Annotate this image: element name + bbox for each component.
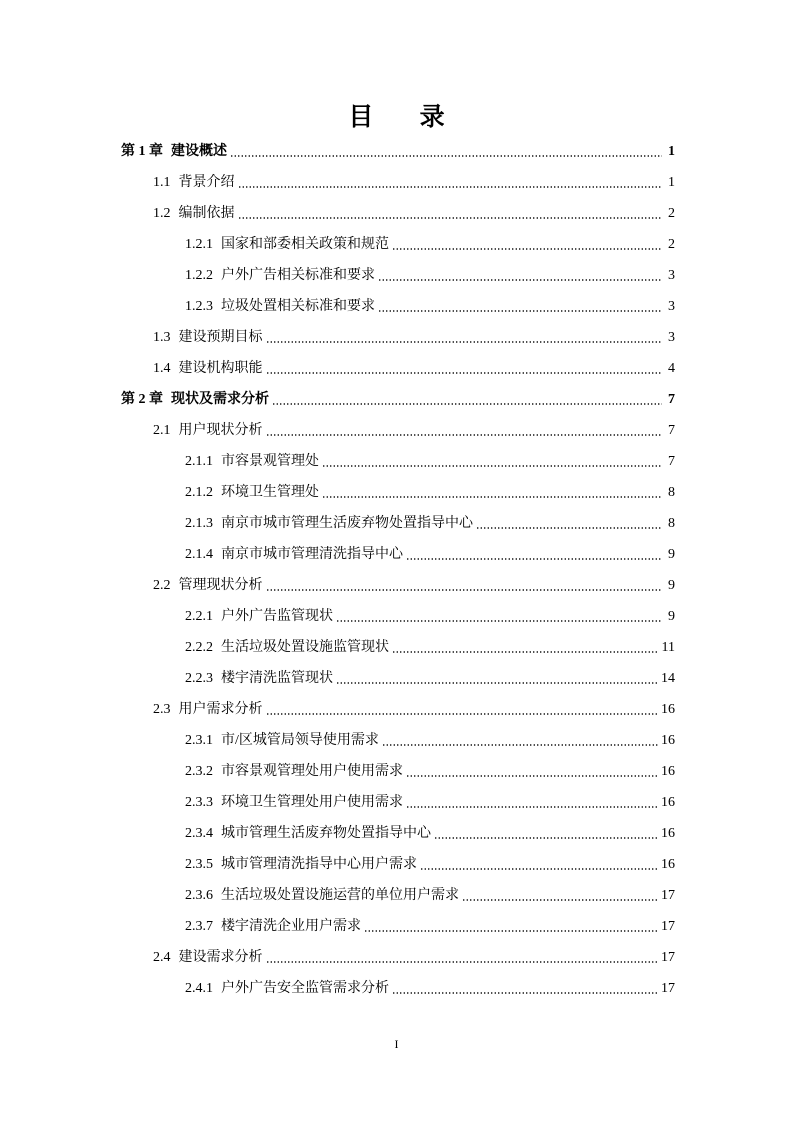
toc-entry-number: 第 1 章 (121, 144, 163, 159)
toc-entry-title: 城市管理清洗指导中心用户需求 (221, 857, 417, 872)
toc-dot-leader (266, 713, 659, 715)
toc-dot-leader (230, 155, 662, 157)
toc-entry-number: 2.1.4 (185, 547, 213, 562)
toc-entry-level-3[interactable] (185, 446, 675, 477)
toc-entry-level-2[interactable] (153, 353, 675, 384)
toc-dot-leader (322, 496, 662, 498)
toc-entry-title: 楼宇清洗监管现状 (221, 671, 333, 686)
toc-entry-number: 1.3 (153, 330, 171, 345)
toc-entry-number: 1.2.3 (185, 299, 213, 314)
toc-entry-level-2[interactable] (153, 942, 675, 973)
toc-dot-leader (266, 434, 663, 436)
toc-entry-level-2[interactable] (153, 415, 675, 446)
toc-dot-leader (462, 899, 658, 901)
toc-entry-level-2[interactable] (153, 322, 675, 353)
toc-entry-level-3[interactable] (185, 291, 675, 322)
toc-entry-number: 2.3.1 (185, 733, 213, 748)
toc-entry-page-number: 16 (661, 795, 675, 810)
toc-entry-number: 1.2 (153, 206, 171, 221)
toc-entry-page-number: 9 (668, 547, 675, 562)
toc-entry-title: 现状及需求分析 (171, 392, 269, 407)
toc-entry-title: 市容景观管理处用户使用需求 (221, 764, 403, 779)
toc-entry-number: 2.3.2 (185, 764, 213, 779)
toc-entry-number: 2.3.5 (185, 857, 213, 872)
toc-entry-page-number: 17 (661, 919, 675, 934)
toc-entry-level-3[interactable] (185, 229, 675, 260)
toc-entry-level-3[interactable] (185, 973, 675, 1004)
toc-entry-page-number: 16 (661, 733, 675, 748)
toc-dot-leader (238, 186, 663, 188)
toc-entry-title: 环境卫生管理处用户使用需求 (221, 795, 403, 810)
toc-entry-level-2[interactable] (153, 198, 675, 229)
toc-entry-title: 南京市城市管理清洗指导中心 (221, 547, 403, 562)
toc-dot-leader (378, 279, 662, 281)
toc-entry-page-number: 16 (661, 857, 675, 872)
toc-entry-page-number: 1 (668, 144, 675, 159)
toc-entry-title: 户外广告安全监管需求分析 (221, 981, 389, 996)
toc-entry-page-number: 9 (668, 578, 675, 593)
toc-entry-title: 市容景观管理处 (221, 454, 319, 469)
toc-entry-number: 1.1 (153, 175, 171, 190)
toc-entry-page-number: 3 (668, 330, 675, 345)
toc-entry-title: 户外广告监管现状 (221, 609, 333, 624)
toc-dot-leader (266, 589, 663, 591)
toc-entry-title: 国家和部委相关政策和规范 (221, 237, 389, 252)
toc-entry-page-number: 7 (668, 423, 675, 438)
toc-entry-number: 1.2.1 (185, 237, 213, 252)
toc-entry-title: 环境卫生管理处 (221, 485, 319, 500)
toc-dot-leader (266, 341, 663, 343)
toc-entry-page-number: 9 (668, 609, 675, 624)
toc-entry-number: 2.4 (153, 950, 171, 965)
toc-entry-number: 2.2.3 (185, 671, 213, 686)
toc-entry-level-3[interactable] (185, 601, 675, 632)
toc-entry-title: 用户现状分析 (178, 423, 263, 438)
toc-entry-page-number: 8 (668, 516, 675, 531)
toc-entry-level-3[interactable] (185, 632, 675, 663)
toc-entry-title: 楼宇清洗企业用户需求 (221, 919, 361, 934)
toc-entry-level-3[interactable] (185, 818, 675, 849)
toc-entry-title: 管理现状分析 (178, 578, 263, 593)
toc-entry-page-number: 2 (668, 206, 675, 221)
toc-entry-number: 第 2 章 (121, 392, 163, 407)
toc-dot-leader (378, 310, 662, 312)
toc-dot-leader (272, 403, 662, 405)
toc-entry-page-number: 16 (661, 702, 675, 717)
toc-entry-number: 2.1.1 (185, 454, 213, 469)
toc-dot-leader (392, 992, 658, 994)
page-title: 目 录 (348, 104, 465, 131)
toc-entry-title: 市/区城管局领导使用需求 (221, 733, 379, 748)
toc-dot-leader (266, 961, 659, 963)
toc-entry-level-3[interactable] (185, 477, 675, 508)
toc-entry-page-number: 11 (661, 640, 675, 655)
toc-dot-leader (476, 527, 662, 529)
toc-entry-level-2[interactable] (153, 167, 675, 198)
toc-entry-page-number: 16 (661, 826, 675, 841)
toc-dot-leader (364, 930, 658, 932)
toc-entry-number: 2.4.1 (185, 981, 213, 996)
toc-entry-number: 1.2.2 (185, 268, 213, 283)
toc-entry-level-3[interactable] (185, 787, 675, 818)
toc-entry-page-number: 3 (668, 268, 675, 283)
toc-entry-number: 2.3 (153, 702, 171, 717)
toc-entry-number: 2.1.2 (185, 485, 213, 500)
toc-entry-page-number: 7 (668, 392, 675, 407)
toc-entry-level-3[interactable] (185, 756, 675, 787)
toc-entry-page-number: 14 (661, 671, 675, 686)
toc-entry-number: 2.2.1 (185, 609, 213, 624)
toc-entry-level-3[interactable] (185, 725, 675, 756)
toc-entry-page-number: 7 (668, 454, 675, 469)
toc-entry-number: 2.3.7 (185, 919, 213, 934)
page-number-footer: I (394, 1037, 399, 1051)
toc-entry-level-3[interactable] (185, 260, 675, 291)
toc-entry-title: 生活垃圾处置设施监管现状 (221, 640, 389, 655)
toc-entry-title: 户外广告相关标准和要求 (221, 268, 375, 283)
toc-entry-title: 建设概述 (171, 144, 227, 159)
toc-entry-title: 城市管理生活废弃物处置指导中心 (221, 826, 431, 841)
toc-entry-level-3[interactable] (185, 849, 675, 880)
toc-entry-title: 背景介绍 (178, 175, 235, 190)
toc-entry-page-number: 17 (661, 981, 675, 996)
toc-entry-number: 2.3.3 (185, 795, 213, 810)
toc-entry-title: 生活垃圾处置设施运营的单位用户需求 (221, 888, 459, 903)
toc-entry-page-number: 17 (661, 950, 675, 965)
toc-entry-page-number: 3 (668, 299, 675, 314)
toc-entry-level-3[interactable] (185, 539, 675, 570)
toc-entry-page-number: 17 (661, 888, 675, 903)
toc-entry-title: 建设机构职能 (178, 361, 263, 376)
toc-entry-page-number: 2 (668, 237, 675, 252)
toc-dot-leader (382, 744, 658, 746)
toc-dot-leader (392, 248, 662, 250)
toc-entry-level-3[interactable] (185, 880, 675, 911)
toc-entry-number: 2.3.6 (185, 888, 213, 903)
toc-entry-title: 编制依据 (178, 206, 235, 221)
toc-dot-leader (406, 558, 662, 560)
toc-dot-leader (420, 868, 658, 870)
toc-dot-leader (336, 682, 658, 684)
toc-entry-number: 2.2 (153, 578, 171, 593)
toc-entry-level-2[interactable] (153, 570, 675, 601)
toc-dot-leader (266, 372, 663, 374)
toc-entry-title: 建设预期目标 (178, 330, 263, 345)
toc-entry-number: 2.1 (153, 423, 171, 438)
toc-entry-title: 垃圾处置相关标准和要求 (221, 299, 375, 314)
toc-entry-page-number: 16 (661, 764, 675, 779)
toc-dot-leader (336, 620, 662, 622)
toc-entry-title: 建设需求分析 (178, 950, 263, 965)
toc-entry-title: 南京市城市管理生活废弃物处置指导中心 (221, 516, 473, 531)
toc-entry-level-1[interactable] (121, 136, 675, 167)
toc-entry-title: 用户需求分析 (178, 702, 263, 717)
toc-entry-page-number: 1 (668, 175, 675, 190)
toc-dot-leader (238, 217, 663, 219)
toc-entry-level-1[interactable] (121, 384, 675, 415)
toc-dot-leader (406, 775, 658, 777)
toc-entry-number: 1.4 (153, 361, 171, 376)
toc-entry-level-3[interactable] (185, 663, 675, 694)
toc-entry-level-3[interactable] (185, 508, 675, 539)
toc-entry-number: 2.1.3 (185, 516, 213, 531)
toc-entry-number: 2.2.2 (185, 640, 213, 655)
toc-entry-level-3[interactable] (185, 911, 675, 942)
toc-dot-leader (406, 806, 658, 808)
toc-entry-level-2[interactable] (153, 694, 675, 725)
toc-dot-leader (322, 465, 662, 467)
toc-dot-leader (434, 837, 658, 839)
toc-entry-page-number: 4 (668, 361, 675, 376)
toc-entry-number: 2.3.4 (185, 826, 213, 841)
toc-entry-page-number: 8 (668, 485, 675, 500)
toc-dot-leader (392, 651, 659, 653)
